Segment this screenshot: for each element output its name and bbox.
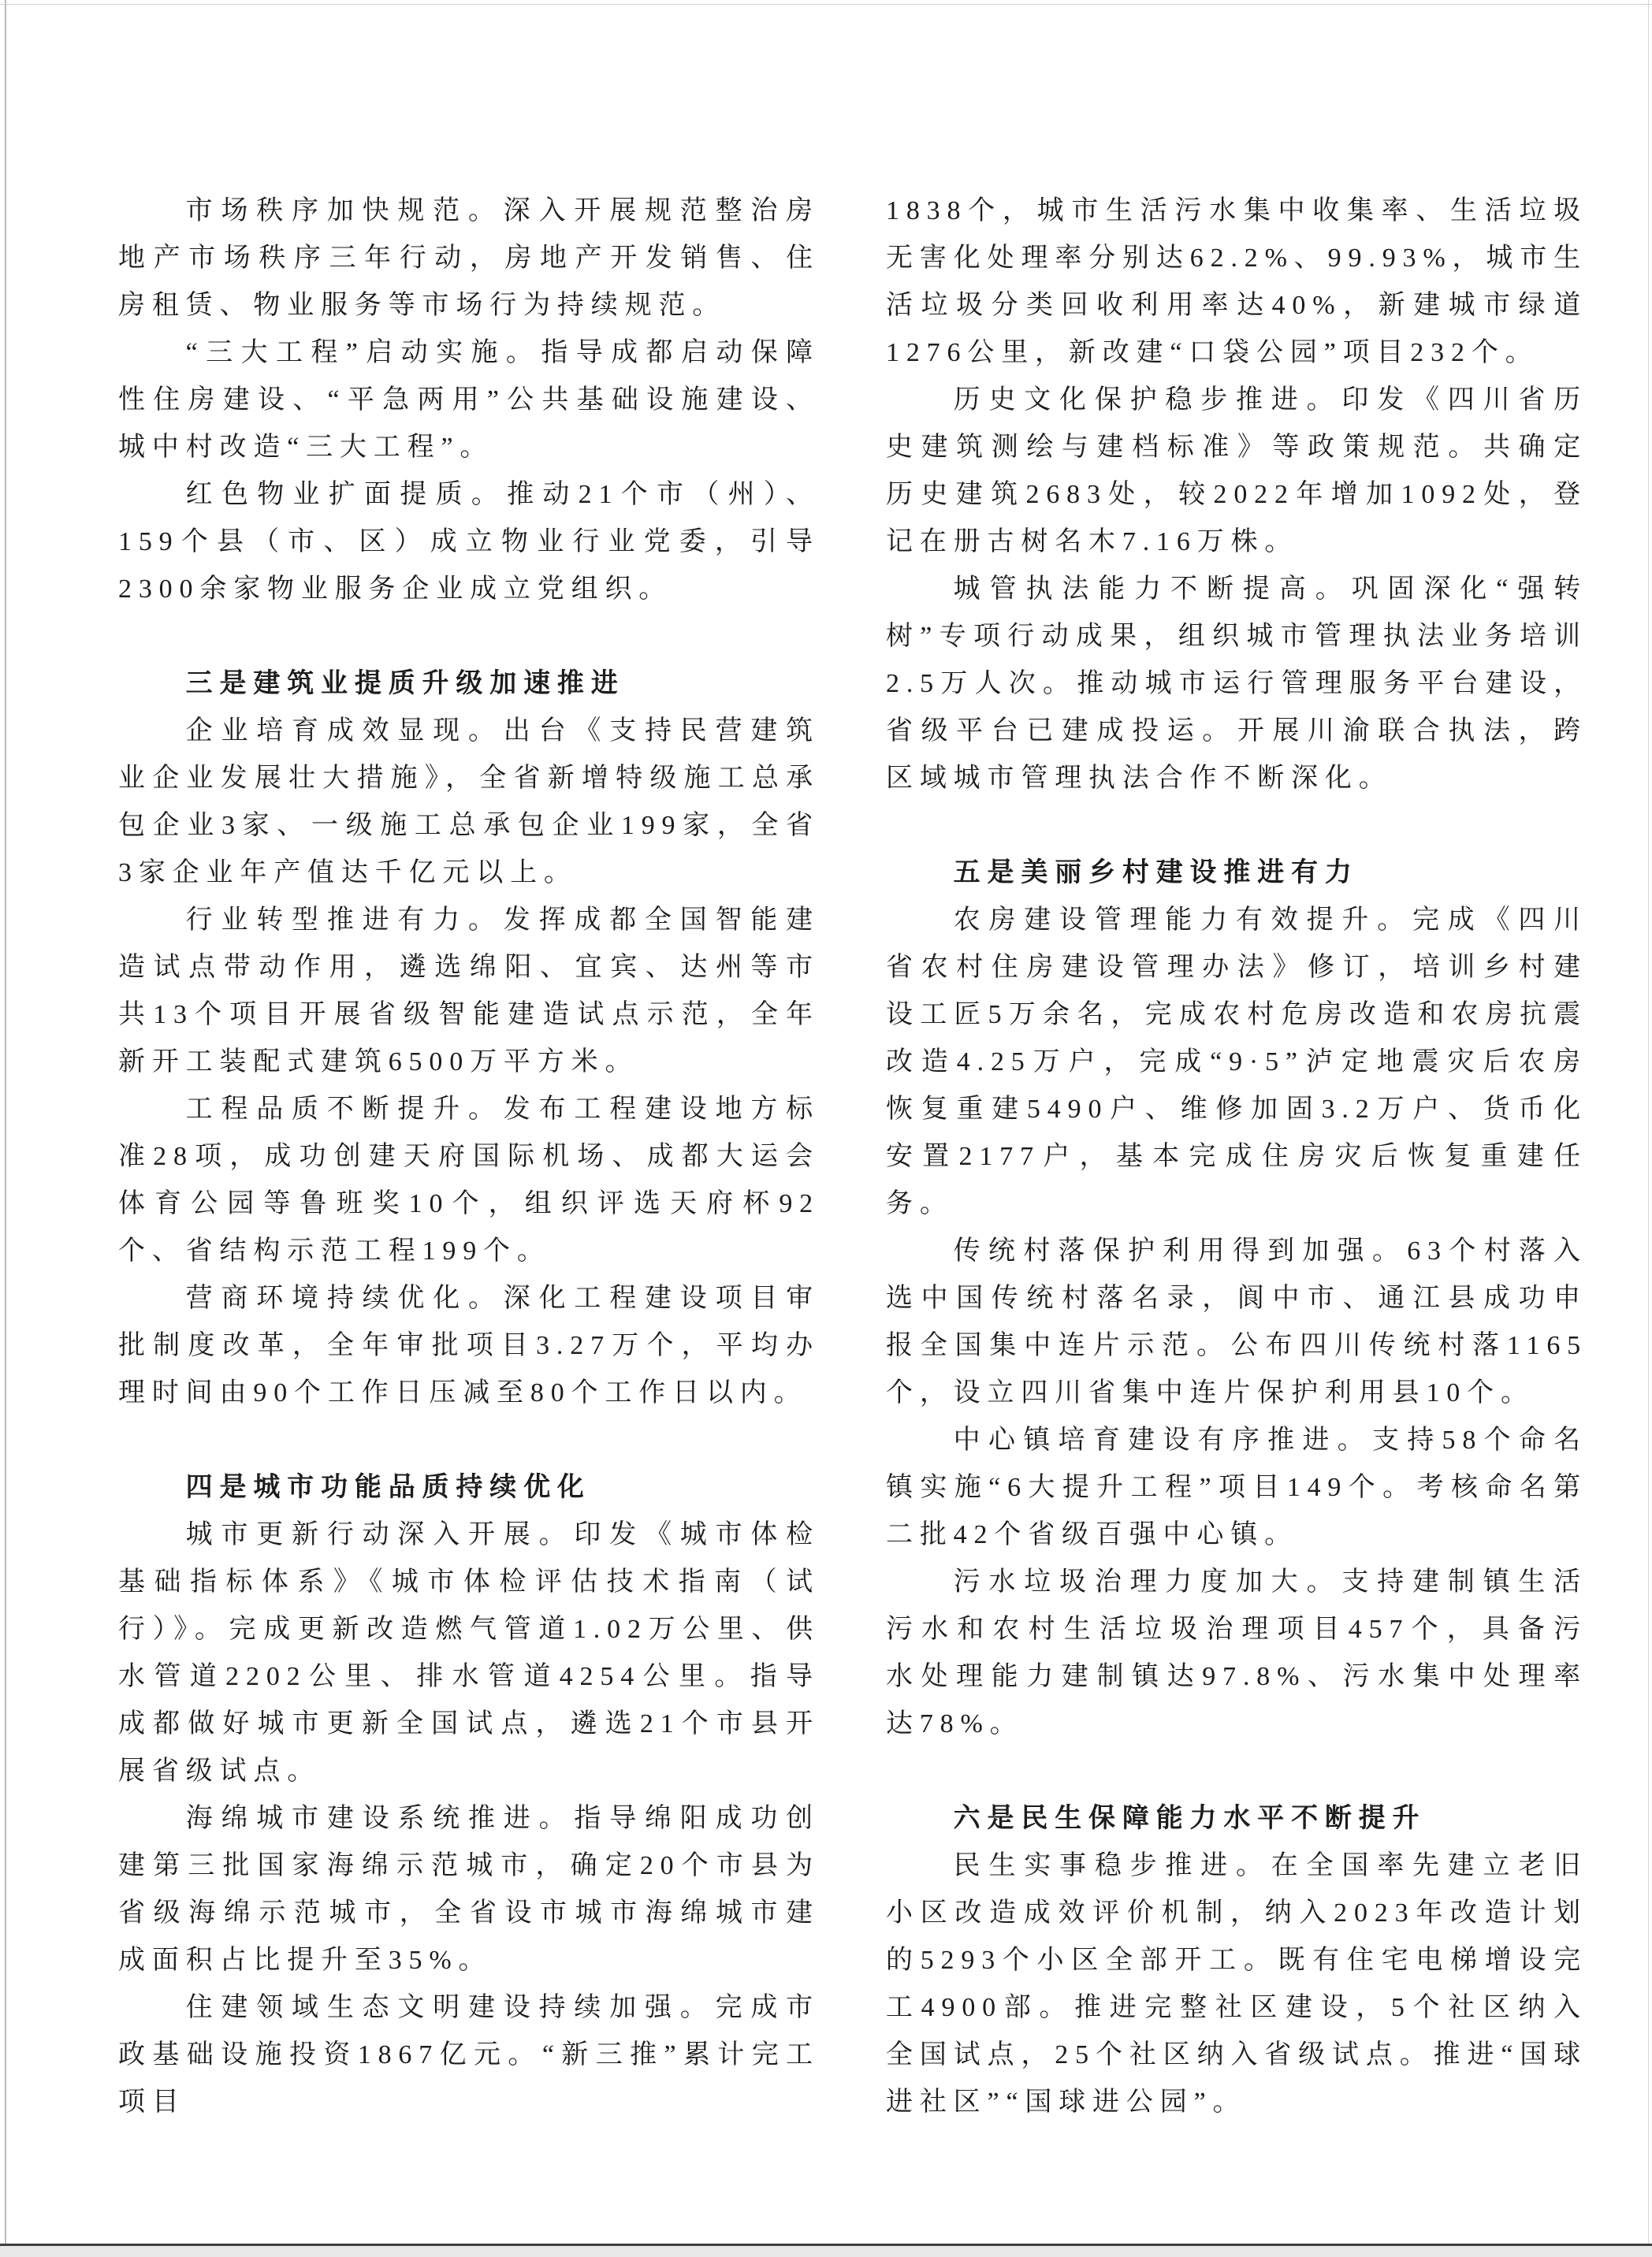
- paragraph: 传统村落保护利用得到加强。63个村落入选中国传统村落名录，阆中市、通江县成功申报全国集中连片示范。公布四川传统村落1165个，设立四川省集中连片保护利用县10个。: [886, 1236, 1587, 1407]
- section-heading: 三是建筑业提质升级加速推进: [185, 669, 625, 698]
- paragraph: 民生实事稳步推进。在全国率先建立老旧小区改造成效评价机制，纳入2023年改造计划的5293个小区全部开工。既有住宅电梯增设完工4900部。推进完整社区建设，5个社区纳入全国试点，25个社区纳入省级试点。推进“国球进社区”“国球进公园”。: [886, 1851, 1587, 2117]
- paragraph: 住建领域生态文明建设持续加强。完成市政基础设施投资1867亿元。“新三推”累计完工项目: [118, 1993, 820, 2117]
- paragraph: 污水垃圾治理力度加大。支持建制镇生活污水和农村生活垃圾治理项目457个，具备污水处理能力建制镇达97.8%、污水集中处理率达78%。: [886, 1567, 1587, 1738]
- paragraph: 城管执法能力不断提高。巩固深化“强转树”专项行动成果，组织城市管理执法业务培训2.5万人次。推动城市运行管理服务平台建设，省级平台已建成投运。开展川渝联合执法，跨区域城市管理执法合作不断深化。: [886, 574, 1587, 793]
- section-heading: 四是城市功能品质持续优化: [185, 1473, 591, 1502]
- right-column: [886, 188, 1587, 2126]
- paragraph: 工程品质不断提升。发布工程建设地方标准28项，成功创建天府国际机场、成都大运会体育公园等鲁班奖10个，组织评选天府杯92个、省结构示范工程199个。: [118, 1095, 820, 1266]
- paragraph: 1838个，城市生活污水集中收集率、生活垃圾无害化处理率分别达62.2%、99.93%，城市生活垃圾分类回收利用率达40%，新建城市绿道1276公里，新改建“口袋公园”项目232个。: [886, 196, 1587, 367]
- paragraph: 企业培育成效显现。出台《支持民营建筑业企业发展壮大措施》，全省新增特级施工总承包企业3家、一级施工总承包企业199家，全省3家企业年产值达千亿元以上。: [118, 716, 820, 887]
- section-heading: 六是民生保障能力水平不断提升: [953, 1804, 1427, 1833]
- paragraph: 城市更新行动深入开展。印发《城市体检基础指标体系》《城市体检评估技术指南（试行）》。完成更新改造燃气管道1.02万公里、供水管道2202公里、排水管道4254公里。指导成都做好城市更新全国试点，遴选21个市县开展省级试点。: [118, 1520, 820, 1786]
- paragraph: “三大工程”启动实施。指导成都启动保障性住房建设、“平急两用”公共基础设施建设、城中村改造“三大工程”。: [118, 338, 820, 462]
- paragraph: 行业转型推进有力。发挥成都全国智能建造试点带动作用，遴选绵阳、宜宾、达州等市共13个项目开展省级智能建造试点示范，全年新开工装配式建筑6500万平方米。: [118, 905, 820, 1076]
- page-bottom-strip: [0, 2246, 1652, 2257]
- paragraph: 历史文化保护稳步推进。印发《四川省历史建筑测绘与建档标准》等政策规范。共确定历史建筑2683处，较2022年增加1092处，登记在册古树名木7.16万株。: [886, 385, 1587, 556]
- left-column: [118, 188, 820, 2126]
- paragraph: 农房建设管理能力有效提升。完成《四川省农村住房建设管理办法》修订，培训乡村建设工匠5万余名，完成农村危房改造和农房抗震改造4.25万户，完成“9·5”泸定地震灾后农房恢复重建5490户、维修加固3.2万户、货币化安置2177户，基本完成住房灾后恢复重建任务。: [886, 905, 1587, 1218]
- paragraph: 红色物业扩面提质。推动21个市（州）、159个县（市、区）成立物业行业党委，引导2300余家物业服务企业成立党组织。: [118, 480, 820, 604]
- paragraph: 中心镇培育建设有序推进。支持58个命名镇实施“6大提升工程”项目149个。考核命名第二批42个省级百强中心镇。: [886, 1426, 1587, 1549]
- paragraph: 营商环境持续优化。深化工程建设项目审批制度改革，全年审批项目3.27万个，平均办理时间由90个工作日压减至80个工作日以内。: [118, 1284, 820, 1407]
- page-border-right: [1648, 0, 1649, 2257]
- page-border-left: [5, 0, 6, 2257]
- paragraph: 市场秩序加快规范。深入开展规范整治房地产市场秩序三年行动，房地产开发销售、住房租赁、物业服务等市场行为持续规范。: [118, 196, 820, 320]
- section-heading: 五是美丽乡村建设推进有力: [953, 858, 1359, 887]
- text-columns: [118, 188, 1587, 2126]
- paragraph: 海绵城市建设系统推进。指导绵阳成功创建第三批国家海绵示范城市，确定20个市县为省级海绵示范城市，全省设市城市海绵城市建成面积占比提升至35%。: [118, 1804, 820, 1975]
- page-border-top: [0, 4, 1652, 5]
